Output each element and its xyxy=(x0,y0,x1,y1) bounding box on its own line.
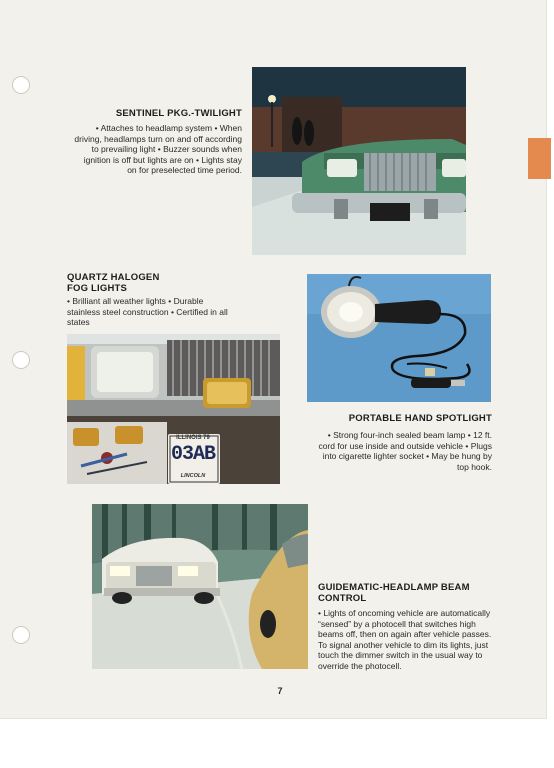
quartz-heading-line2: FOG LIGHTS xyxy=(67,283,128,294)
binder-hole xyxy=(12,626,30,644)
page-number: 7 xyxy=(277,686,283,696)
binder-hole xyxy=(12,76,30,94)
spotlight-photo xyxy=(307,274,491,402)
sentinel-heading: SENTINEL PKG.-TWILIGHT xyxy=(115,108,242,119)
plate-number: 03AB xyxy=(170,443,215,466)
guidematic-heading-line2: CONTROL xyxy=(318,593,367,604)
spotlight-description: • Strong four-inch sealed beam lamp • 12 ft. cord for use inside and outside vehicle • Plugs into cigarette lighter socket • May be hung by top hook. xyxy=(318,430,492,472)
binder-hole xyxy=(12,351,30,369)
spotlight-heading: PORTABLE HAND SPOTLIGHT xyxy=(348,413,492,424)
guidematic-description: • Lights of oncoming vehicle are automatically “sensed” by a photocell that switches high beams off, then on again after vehicle passes. To signal another vehicle to dim its lights, just touch the dimmer switch in the usual way to override the photocell. xyxy=(318,608,492,671)
quartz-description: • Brilliant all weather lights • Durable stainless steel construction • Certified in all states xyxy=(67,296,228,328)
plate-state: ILLINOIS 79 xyxy=(176,435,210,441)
sentinel-description: • Attaches to headlamp system • When driving, headlamps turn on and off according to prevailing light • Buzzer sounds when ignition is off but lights are on • Lights stay on for preselected time period. xyxy=(74,123,242,176)
fog-lights-photo xyxy=(67,334,280,484)
section-tab xyxy=(528,138,551,179)
guidematic-photo xyxy=(92,504,308,669)
guidematic-heading-line1: GUIDEMATIC-HEADLAMP BEAM xyxy=(318,582,470,593)
sentinel-car-photo xyxy=(252,67,466,255)
plate-footer: LINCOLN xyxy=(180,473,206,479)
quartz-heading-line1: QUARTZ HALOGEN xyxy=(67,272,160,283)
